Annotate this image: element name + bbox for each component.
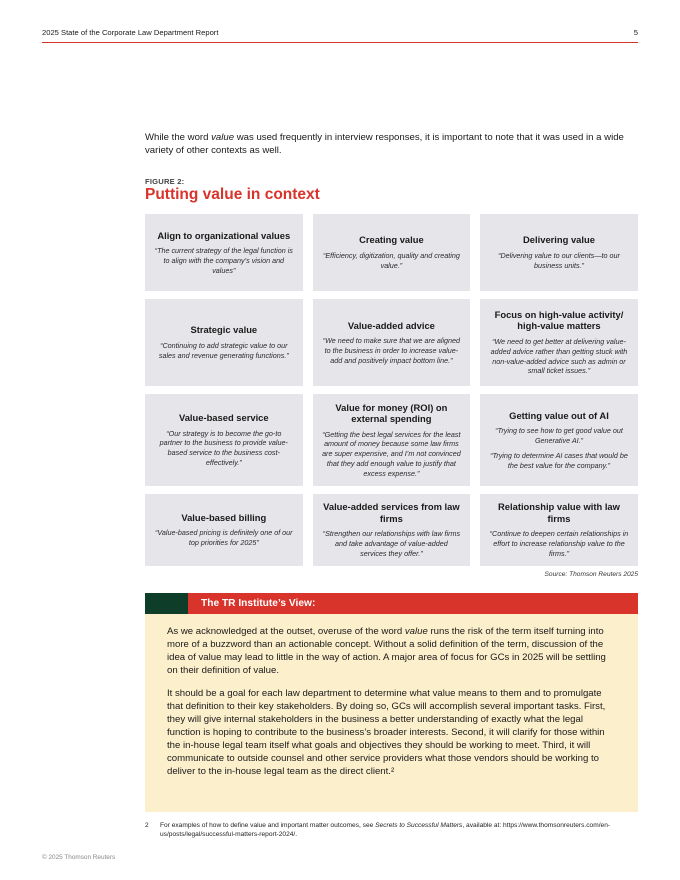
value-card [313, 494, 471, 566]
report-title: 2025 State of the Corporate Law Department Report [42, 28, 219, 37]
view-heading: The TR Institute’s View: [188, 593, 638, 614]
heading-bar-green-block [145, 593, 188, 614]
view-heading-bar [145, 593, 638, 614]
value-card-title: Delivering value [523, 234, 595, 246]
value-card-quote: “The current strategy of the legal function is to align with the company’s vision and values” [154, 246, 293, 275]
copyright: © 2025 Thomson Reuters [42, 854, 116, 861]
value-card [145, 214, 303, 291]
value-card-title: Focus on high-value activity/ high-value matters [494, 308, 624, 332]
value-card-quote: “We need to get better at delivering value-added advice rather than getting stuck with non-value-added advice such as admin or small ticket issues.” [490, 336, 628, 376]
intro-paragraph [145, 131, 638, 157]
value-card-title: Value-based billing [181, 511, 267, 523]
grid-row [145, 299, 638, 386]
footnote-text-1: For examples of how to define value and important matter outcomes, see [160, 822, 376, 829]
value-card [145, 494, 303, 566]
footnote-number: 2 [145, 822, 149, 829]
value-card-title: Strategic value [190, 324, 258, 336]
value-card [480, 214, 638, 291]
value-card-title: Creating value [359, 234, 424, 246]
value-card-quote: “Delivering value to our clients—to our business units.” [498, 250, 620, 270]
value-card [145, 394, 303, 486]
grid-row [145, 494, 638, 566]
value-card-title: Value-based service [178, 412, 269, 424]
intro-emphasis: value [211, 132, 235, 143]
footnote-text-2: , available at: https://www.thomsonreuters.com/en-us/posts/legal/successful-matters-report-2024/. [160, 822, 611, 838]
view-p1-text-2: runs the risk of the term itself turning into more of a buzzword than an actionable concept. Without a solid definition of the term, discussion of the idea of value may lead to little in the way of action. A major area of focus for GCs in 2025 will be settling on their definition of value. [167, 626, 606, 676]
footnote-emphasis: Secrets to Successful Matters [375, 822, 463, 829]
figure-label: FIGURE 2: [145, 177, 185, 186]
value-card-quote: “Continue to deepen certain relationships in effort to increase relationship value to the firms.” [489, 529, 629, 558]
value-card [480, 299, 638, 386]
value-card [313, 299, 471, 386]
value-card-quote: “Value-based pricing is definitely one of our top priorities for 2025” [155, 528, 293, 548]
view-p1-emphasis: value [404, 626, 428, 637]
value-context-grid [145, 214, 638, 574]
value-card-quote: “We need to make sure that we are aligned to the business in order to increase value-add and positively impact bottom line.” [322, 336, 461, 365]
view-box [145, 614, 638, 812]
value-card [480, 394, 638, 486]
value-card-quote: “Our strategy is to become the go-to partner to the business to provide value-based service to the business cost-effectively.” [159, 428, 288, 468]
footnote [145, 821, 638, 839]
value-card [145, 299, 303, 386]
view-paragraph-2: It should be a goal for each law department to determine what value means to them and to promulgate that definition to their key stakeholders. By doing so, GCs will accomplish several important tasks. First, they will give internal stakeholders in the business a better understanding of exactly what the legal function is hoping to contribute to the business’s broader interests. Second, it will clarify for those within the in-house legal team itself what goals and objectives they should be working to meet. Third, it will communicate to outside counsel and other service providers what those vendors should be working to deliver to the in-house legal team as the direct client.² [167, 688, 606, 777]
value-card-quote: “Strengthen our relationships with law firms and take advantage of value-added services they offer.” [322, 529, 461, 558]
value-card-title: Value-added advice [347, 319, 435, 331]
value-card [313, 214, 471, 291]
value-card-title: Value-added services from law firms [323, 501, 460, 524]
footnote-text [160, 821, 638, 839]
value-card-quote: “Continuing to add strategic value to our sales and revenue generating functions.” [158, 340, 289, 360]
value-card-quote: “Trying to determine AI cases that would be the best value for the company.” [490, 450, 628, 470]
intro-text-2: was used frequently in interview responses, it is important to note that it was used in a wide variety of other contexts as well. [145, 132, 624, 156]
value-card-title: Relationship value with law firms [498, 501, 620, 524]
page-number: 5 [633, 28, 638, 37]
value-card [480, 494, 638, 566]
figure-source: Source: Thomson Reuters 2025 [544, 571, 638, 578]
figure-title: Putting value in context [145, 186, 320, 203]
value-card-quote: “Efficiency, digitization, quality and creating value.” [322, 250, 460, 270]
view-p1-text-1: As we acknowledged at the outset, overuse of the word [167, 626, 405, 637]
value-card-quote: “Trying to see how to get good value out Generative AI.” [495, 426, 623, 445]
page-header [42, 28, 638, 43]
grid-row [145, 214, 638, 291]
view-paragraph-1 [167, 625, 616, 677]
value-card-quote: “Getting the best legal services for the least amount of money because some law firms are super expensive, and I’m not convinced that they add enough value to justify that excess expense.” [322, 429, 461, 478]
value-card [313, 394, 471, 486]
value-card-title: Align to organizational values [157, 229, 291, 241]
intro-text-1: While the word [145, 132, 212, 143]
value-card-title: Value for money (ROI) on external spending [335, 401, 448, 424]
value-card-title: Getting value out of AI [509, 409, 609, 421]
grid-row [145, 394, 638, 486]
